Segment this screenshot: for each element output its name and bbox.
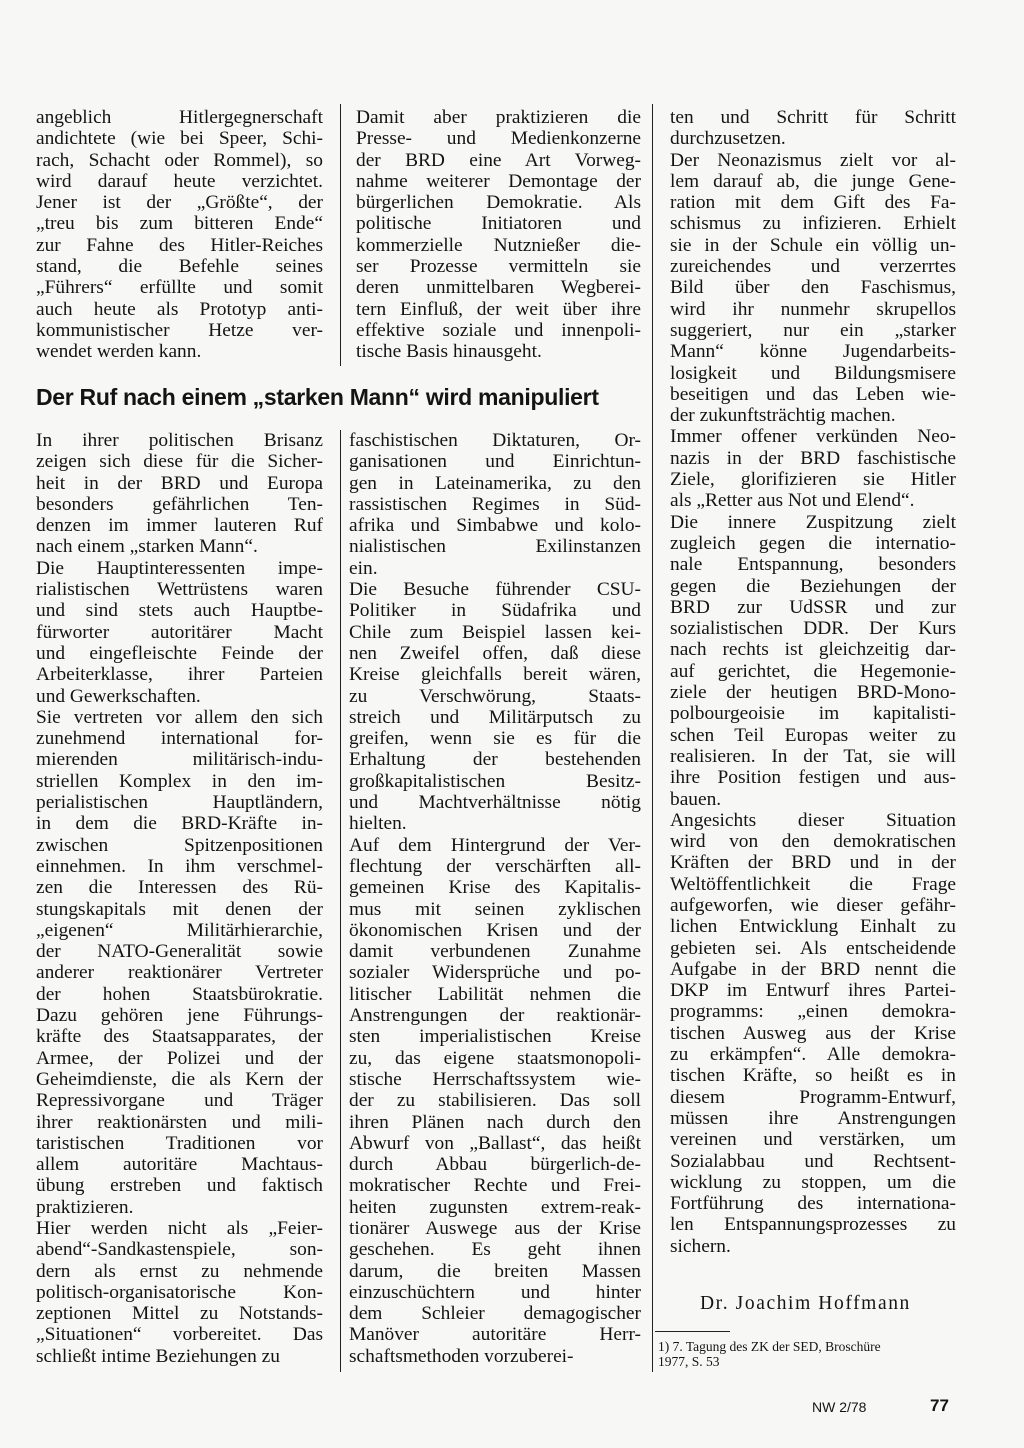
text-line: zugleich gegen die internatio- [670,532,956,554]
text-line: Angesichts dieser Situation [670,809,956,831]
text-line: andichtete (wie bei Speer, Schi- [36,128,323,150]
text-line: polbourgeoisie im kapitalisti- [670,703,956,725]
text-line: „eigenen“ Militärhierarchie, [36,919,323,941]
text-line: heit in der BRD und Europa [36,472,323,494]
text-line: schen Teil Europas weiter zu [670,724,956,746]
text-line: in dem die BRD-Kräfte in- [36,813,323,835]
text-line: effektive soziale und innenpoli- [356,319,641,341]
text-line: sichern. [670,1235,731,1257]
text-line: ganisationen und Einrichtun- [349,451,641,473]
text-line: Abwurf von „Ballast“, das heißt [349,1132,641,1154]
text-line: Kräften der BRD und in der [670,852,956,874]
text-line: nialistischen Exilinstanzen [349,536,641,558]
text-line: tische Basis hinausgeht. [356,341,542,363]
text-line: politisch-organisatorische Kon- [36,1281,323,1303]
text-line: nazis in der BRD faschistische [670,447,956,469]
text-line: zen die Interessen des Rü- [36,877,323,899]
text-line: zunehmend international for- [36,728,323,750]
text-line: kommunistischer Hetze ver- [36,319,323,341]
text-line: Immer offener verkünden Neo- [670,426,956,448]
text-line: übung erstreben und faktisch [36,1175,323,1197]
text-line: tischen Ausweg aus der Krise [670,1022,956,1044]
page-number: 77 [930,1396,949,1415]
text-line: gen in Lateinamerika, zu den [349,472,641,494]
text-line: Chile zum Beispiel lassen kei- [349,621,641,643]
text-line: Kreise gleichfalls bereit wären, [349,664,641,686]
text-line: Ziele, glorifizieren sie Hitler [670,469,956,491]
text-line: nach einem „starken Mann“. [36,536,258,558]
text-line: schaftsmethoden vorzuberei- [349,1345,574,1367]
text-line: zeigen sich diese für die Sicher- [36,451,323,473]
text-line: durchzusetzen. [670,128,786,150]
text-line: ihren Plänen nach durch den [349,1111,641,1133]
text-line: wendet werden kann. [36,341,202,363]
text-line: ihre Position festigen und aus- [670,767,956,789]
text-line: gegen die Beziehungen der [670,575,956,597]
text-line: Repressivorgane und Träger [36,1090,323,1112]
text-line: geschehen. Es geht ihnen [349,1239,641,1261]
text-line: realisieren. In der Tat, sie will [670,745,956,767]
article-column-1 [36,430,323,1367]
text-line: und sind stets auch Hauptbe- [36,600,323,622]
text-line: bauen. [670,788,722,810]
text-line: Bild über den Faschismus, [670,277,956,299]
text-line: rialistischen Wettrüstens waren [36,579,323,601]
text-line: BRD zur UdSSR und zur [670,596,956,618]
text-line: auch heute als Prototyp anti- [36,298,323,320]
top-column-1 [36,107,323,363]
footnote-divider [655,1331,730,1332]
text-line: ration mit dem Gift des Fa- [670,192,956,214]
text-line: wird ihr nunmehr skrupellos [670,298,956,320]
column-rule [340,430,341,1372]
text-line: len Entspannungsprozesses zu [670,1214,956,1236]
text-line: allem autoritäre Machtaus- [36,1154,323,1176]
text-line: wird darauf heute verzichtet. [36,170,323,192]
text-line: kommerzielle Nutznießer die- [356,234,641,256]
text-line: taristischen Traditionen vor [36,1132,323,1154]
text-line: programms: „einen demokra- [670,1001,956,1023]
text-line: und Gewerkschaften. [36,685,201,707]
text-line: der NATO-Generalität sowie [36,941,323,963]
text-line: sozialer Widersprüche und po- [349,962,641,984]
text-line: stungskapitals mit denen der [36,898,323,920]
text-line: ziele der heutigen BRD-Mono- [670,682,956,704]
text-line: zur Fahne des Hitler-Reiches [36,234,323,256]
text-line: lichen Entwicklung Einhalt zu [670,916,956,938]
text-line: denzen im immer lauteren Ruf [36,515,323,537]
text-line: lem darauf ab, die junge Gene- [670,170,956,192]
text-line: Armee, der Polizei und der [36,1047,323,1069]
text-line: Politiker in Südafrika und [349,600,641,622]
text-line: hielten. [349,813,407,835]
text-line: nale Entspannung, besonders [670,554,956,576]
text-line: wicklung zu stoppen, um die [670,1171,956,1193]
text-line: Jener ist der „Größte“, der [36,192,323,214]
text-line: gebieten sei. Als entscheidende [670,937,956,959]
text-line: Dazu gehören jene Führungs- [36,1005,323,1027]
text-line: ein. [349,557,378,579]
text-line: müssen ihre Anstrengungen [670,1107,956,1129]
text-line: abend“-Sandkastenspiele, son- [36,1239,323,1261]
text-line: Hier werden nicht als „Feier- [36,1217,323,1239]
text-line: mus mit seinen zyklischen [349,898,641,920]
text-line: zu, das eigene staatsmonopoli- [349,1047,641,1069]
text-line: gemeinen Krise des Kapitalis- [349,877,641,899]
text-line: der zukunftsträchtig machen. [670,405,896,427]
text-line: ser Prozesse vermitteln sie [356,256,641,278]
text-line: tionärer Auswege aus der Krise [349,1217,641,1239]
text-line: stische Herrschaftssystem wie- [349,1068,641,1090]
text-line: rach, Schacht oder Rommel), so [36,149,323,171]
text-line: zwischen Spitzenpositionen [36,834,323,856]
text-line: praktizieren. [36,1196,134,1218]
text-line: losigkeit und Bildungsmisere [670,362,956,384]
text-line: mokratischer Rechte und Frei- [349,1175,641,1197]
text-line: durch Abbau bürgerlich-de- [349,1154,641,1176]
text-line: ten und Schritt für Schritt [670,107,956,128]
footnote-line: 1977, S. 53 [658,1354,720,1369]
text-line: sie in der Schule ein völlig un- [670,234,956,256]
text-line: nach rechts ist gleichzeitig dar- [670,639,956,661]
text-line: Erhaltung der bestehenden [349,749,641,771]
text-line: Damit aber praktizieren die [356,107,641,128]
text-line: streich und Militärputsch zu [349,706,641,728]
text-line: wird von den demokratischen [670,831,956,853]
text-line: sozialistischen DDR. Der Kurs [670,618,956,640]
text-line: „Situationen“ vorbereitet. Das [36,1324,323,1346]
text-line: Geheimdienste, die als Kern der [36,1068,323,1090]
text-line: bürgerlichen Demokratie. Als [356,192,641,214]
text-line: vereinen und verstärken, um [670,1129,956,1151]
text-line: einzuschüchtern und hinter [349,1281,641,1303]
text-line: schließt intime Beziehungen zu [36,1345,280,1367]
text-line: ökonomischen Krisen und der [349,919,641,941]
text-line: zureichendes und verzerrtes [670,256,956,278]
text-line: flechtung der verschärften all- [349,855,641,877]
text-line: zeptionen Mittel zu Notstands- [36,1303,323,1325]
text-line: suggeriert, nur ein „starker [670,319,956,341]
text-line: faschistischen Diktaturen, Or- [349,430,641,451]
text-line: und eingefleischte Feinde der [36,642,323,664]
text-line: heiten zugunsten extrem-reak- [349,1196,641,1218]
text-line: zu Verschwörung, Staats- [349,685,641,707]
text-line: sten imperialistischen Kreise [349,1026,641,1048]
text-line: Auf dem Hintergrund der Ver- [349,834,641,856]
text-line: zu erkämpfen“. Alle demokra- [670,1044,956,1066]
text-line: stand, die Befehle seines [36,256,323,278]
text-line: Die Besuche führender CSU- [349,579,641,601]
text-line: darum, die breiten Massen [349,1260,641,1282]
text-line: deren unmittelbaren Wegberei- [356,277,641,299]
text-line: fürworter autoritärer Macht [36,621,323,643]
text-line: einnehmen. In ihm verschmel- [36,855,323,877]
text-line: mierenden militärisch-indu- [36,749,323,771]
text-line: als „Retter aus Not und Elend“. [670,490,915,512]
text-line: greifen, wenn sie es für die [349,728,641,750]
text-line: kräfte des Staatsapparates, der [36,1026,323,1048]
text-line: „treu bis zum bitteren Ende“ [36,213,323,235]
text-line: afrika und Simbabwe und kolo- [349,515,641,537]
text-line: Presse- und Medienkonzerne [356,128,641,150]
text-line: dem Schleier demagogischer [349,1303,641,1325]
text-line: Weltöffentlichkeit die Frage [670,873,956,895]
text-line: schismus zu infizieren. Erhielt [670,213,956,235]
text-line: angeblich Hitlergegnerschaft [36,107,323,128]
text-line: nen Zweifel offen, daß diese [349,642,641,664]
article-column-3 [670,107,956,1257]
text-line: dern als ernst zu nehmende [36,1260,323,1282]
text-line: DKP im Entwurf ihres Partei- [670,980,956,1002]
text-line: perialistischen Hauptländern, [36,792,323,814]
article-column-2 [349,430,641,1367]
text-line: Die Hauptinteressenten impe- [36,557,323,579]
text-line: ihrer reaktionärsten und mili- [36,1111,323,1133]
text-line: tischen Kräfte, so heißt es in [670,1065,956,1087]
text-line: beseitigen und das Leben wie- [670,383,956,405]
text-line: anderer reaktionärer Vertreter [36,962,323,984]
text-line: Manöver autoritäre Herr- [349,1324,641,1346]
text-line: Aufgabe in der BRD nennt die [670,958,956,980]
text-line: der zu stabilisieren. Das soll [349,1090,641,1112]
text-line: Der Neonazismus zielt vor al- [670,149,956,171]
text-line: Anstrengungen der reaktionär- [349,1005,641,1027]
text-line: aufgeworfen, wie dieser gefähr- [670,894,956,916]
column-rule [652,104,653,1372]
text-line: „Führers“ erfüllte und somit [36,277,323,299]
text-line: auf gerichtet, die Hegemonie- [670,660,956,682]
text-line: und Machtverhältnisse nötig [349,792,641,814]
author-signature: Dr. Joachim Hoffmann [700,1293,911,1314]
section-headline: Der Ruf nach einem „starken Mann“ wird manipuliert [36,384,599,410]
column-rule [340,104,341,366]
text-line: besonders gefährlichen Ten- [36,493,323,515]
footnote [658,1339,958,1369]
issue-label: NW 2/78 [812,1399,867,1415]
text-line: nahme weiterer Demontage der [356,170,641,192]
text-line: rassistischen Regimes in Süd- [349,493,641,515]
top-column-2 [356,107,641,363]
text-line: Mann“ könne Jugendarbeits- [670,341,956,363]
text-line: Sie vertreten vor allem den sich [36,706,323,728]
text-line: Fortführung des internationa- [670,1193,956,1215]
text-line: damit verbundenen Zunahme [349,941,641,963]
text-line: der hohen Staatsbürokratie. [36,983,323,1005]
text-line: der BRD eine Art Vorweg- [356,149,641,171]
text-line: politische Initiatoren und [356,213,641,235]
text-line: Arbeiterklasse, ihrer Parteien [36,664,323,686]
text-line: Die innere Zuspitzung zielt [670,511,956,533]
text-line: striellen Komplex in den im- [36,770,323,792]
text-line: In ihrer politischen Brisanz [36,430,323,451]
text-line: litischer Labilität nehmen die [349,983,641,1005]
text-line: großkapitalistischen Besitz- [349,770,641,792]
text-line: diesem Programm-Entwurf, [670,1086,956,1108]
text-line: tern Einfluß, der weit über ihre [356,298,641,320]
footnote-line: 1) 7. Tagung des ZK der SED, Broschüre [658,1339,881,1354]
text-line: Sozialabbau und Rechtsent- [670,1150,956,1172]
